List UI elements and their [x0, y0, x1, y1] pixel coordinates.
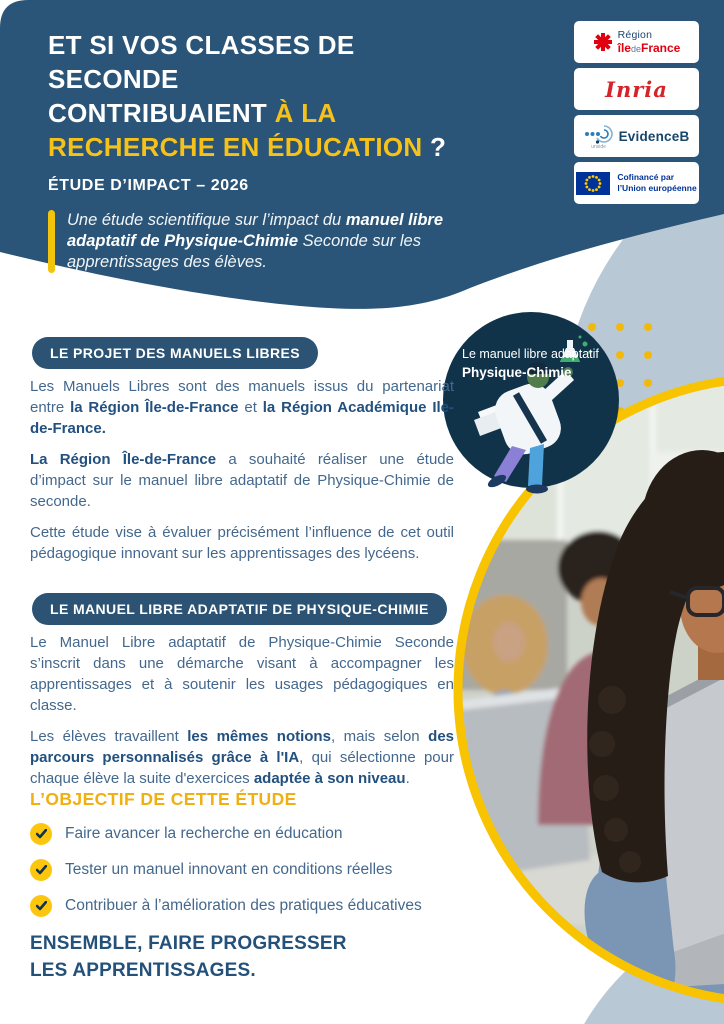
- section-body: [30, 376, 454, 564]
- section-objectifs: [30, 789, 454, 931]
- eu-line2: l’Union européenne: [617, 183, 697, 193]
- evidenceb-sub-label: unside: [591, 143, 606, 150]
- title-line3-yellow: RECHERCHE EN ÉDUCATION: [48, 132, 423, 162]
- idf-france: France: [641, 40, 681, 55]
- logo-inria: [574, 68, 699, 110]
- evidenceb-spiral-icon: [584, 123, 614, 150]
- section-pill-manuels-libres: LE PROJET DES MANUELS LIBRES: [32, 337, 318, 369]
- eu-flag-icon: [576, 172, 610, 195]
- quote-part1: Une étude scientifique sur l’impact du: [67, 211, 346, 229]
- section-projet-manuels-libres: [30, 337, 454, 574]
- quote-accent-bar: [48, 210, 55, 273]
- objective-text: Tester un manuel innovant en conditions réelles: [65, 861, 393, 878]
- objective-text: Contribuer à l’amélioration des pratiques éducatives: [65, 897, 422, 914]
- intro-quote: [48, 210, 478, 273]
- badge-caption-line1: Le manuel libre adaptatif: [462, 347, 599, 361]
- paragraph: La Région Île-de-France a souhaité réaliser une étude d’impact sur le manuel libre adaptatif de Physique-Chimie de seconde.: [30, 451, 454, 510]
- header: [48, 28, 478, 273]
- logo-eu-cofunding: [574, 162, 699, 204]
- quote-text: [67, 210, 449, 273]
- quote-bold: manuel libre adaptatif de Physique-Chimie: [67, 211, 444, 250]
- badge-caption: [462, 345, 599, 383]
- partner-logos: [574, 21, 699, 209]
- objective-text: Faire avancer la recherche en éducation: [65, 825, 343, 842]
- logo-region-ile-de-france: [574, 21, 699, 63]
- paragraph: Le Manuel Libre adaptatif de Physique-Chimie Seconde s’inscrit dans une démarche visant à accompagner les apprentissages et à soutenir les usages pédagogiques en classe.: [30, 634, 454, 714]
- idf-star-icon: [593, 32, 613, 52]
- idf-region-label: Région: [617, 29, 653, 42]
- paragraph: Les Manuels Libres sont des manuels issus du partenariat entre la Région Île-de-France et la Région Académique Ile-de-France.: [30, 378, 454, 437]
- quote-part2: Seconde sur les apprentissages des élèves.: [67, 232, 421, 271]
- paragraph: Cette étude vise à évaluer précisément l’influence de cet outil pédagogique innovant sur les apprentissages des lycéens.: [30, 524, 454, 562]
- eu-funding-label: [617, 172, 696, 193]
- check-icon: [30, 895, 52, 917]
- evidenceb-wordmark: EvidenceB: [618, 128, 690, 144]
- title-line3-suffix: ?: [422, 132, 447, 162]
- logo-evidenceb: [574, 115, 699, 157]
- idf-de: de: [630, 43, 641, 54]
- title-line2-white: CONTRIBUAIENT: [48, 98, 275, 128]
- section-manuel-adaptatif: [30, 593, 454, 799]
- title-line2-yellow: À LA: [274, 98, 337, 128]
- section-pill-manuel-adaptatif: LE MANUEL LIBRE ADAPTATIF DE PHYSIQUE-CHIMIE: [32, 593, 447, 625]
- inria-wordmark: Inria: [605, 76, 668, 102]
- eu-line1: Cofinancé par: [617, 172, 675, 183]
- objective-item: [30, 895, 454, 917]
- closing-line1: ENSEMBLE, FAIRE PROGRESSER: [30, 933, 347, 954]
- title-line1: ET SI VOS CLASSES DE SECONDE: [48, 30, 355, 94]
- check-icon: [30, 859, 52, 881]
- idf-name-label: [618, 42, 681, 54]
- objectives-heading: L’OBJECTIF DE CETTE ÉTUDE: [30, 789, 297, 809]
- check-icon: [30, 823, 52, 845]
- closing-line2: LES APPRENTISSAGES.: [30, 960, 256, 981]
- paragraph: Les élèves travaillent les mêmes notions, mais selon des parcours personnalisés grâce à l'IA, qui sélectionne pour chaque élève la suite d'exercices adaptée à son niveau.: [30, 728, 455, 787]
- idf-ile: île: [617, 40, 631, 55]
- subtitle: ÉTUDE D’IMPACT – 2026: [48, 177, 249, 194]
- badge-caption-line2: Physique-Chimie: [462, 365, 572, 381]
- objective-item: [30, 823, 454, 845]
- objective-item: [30, 859, 454, 881]
- page-title: [48, 28, 478, 164]
- section-body: [30, 632, 454, 789]
- closing-statement: [30, 930, 454, 984]
